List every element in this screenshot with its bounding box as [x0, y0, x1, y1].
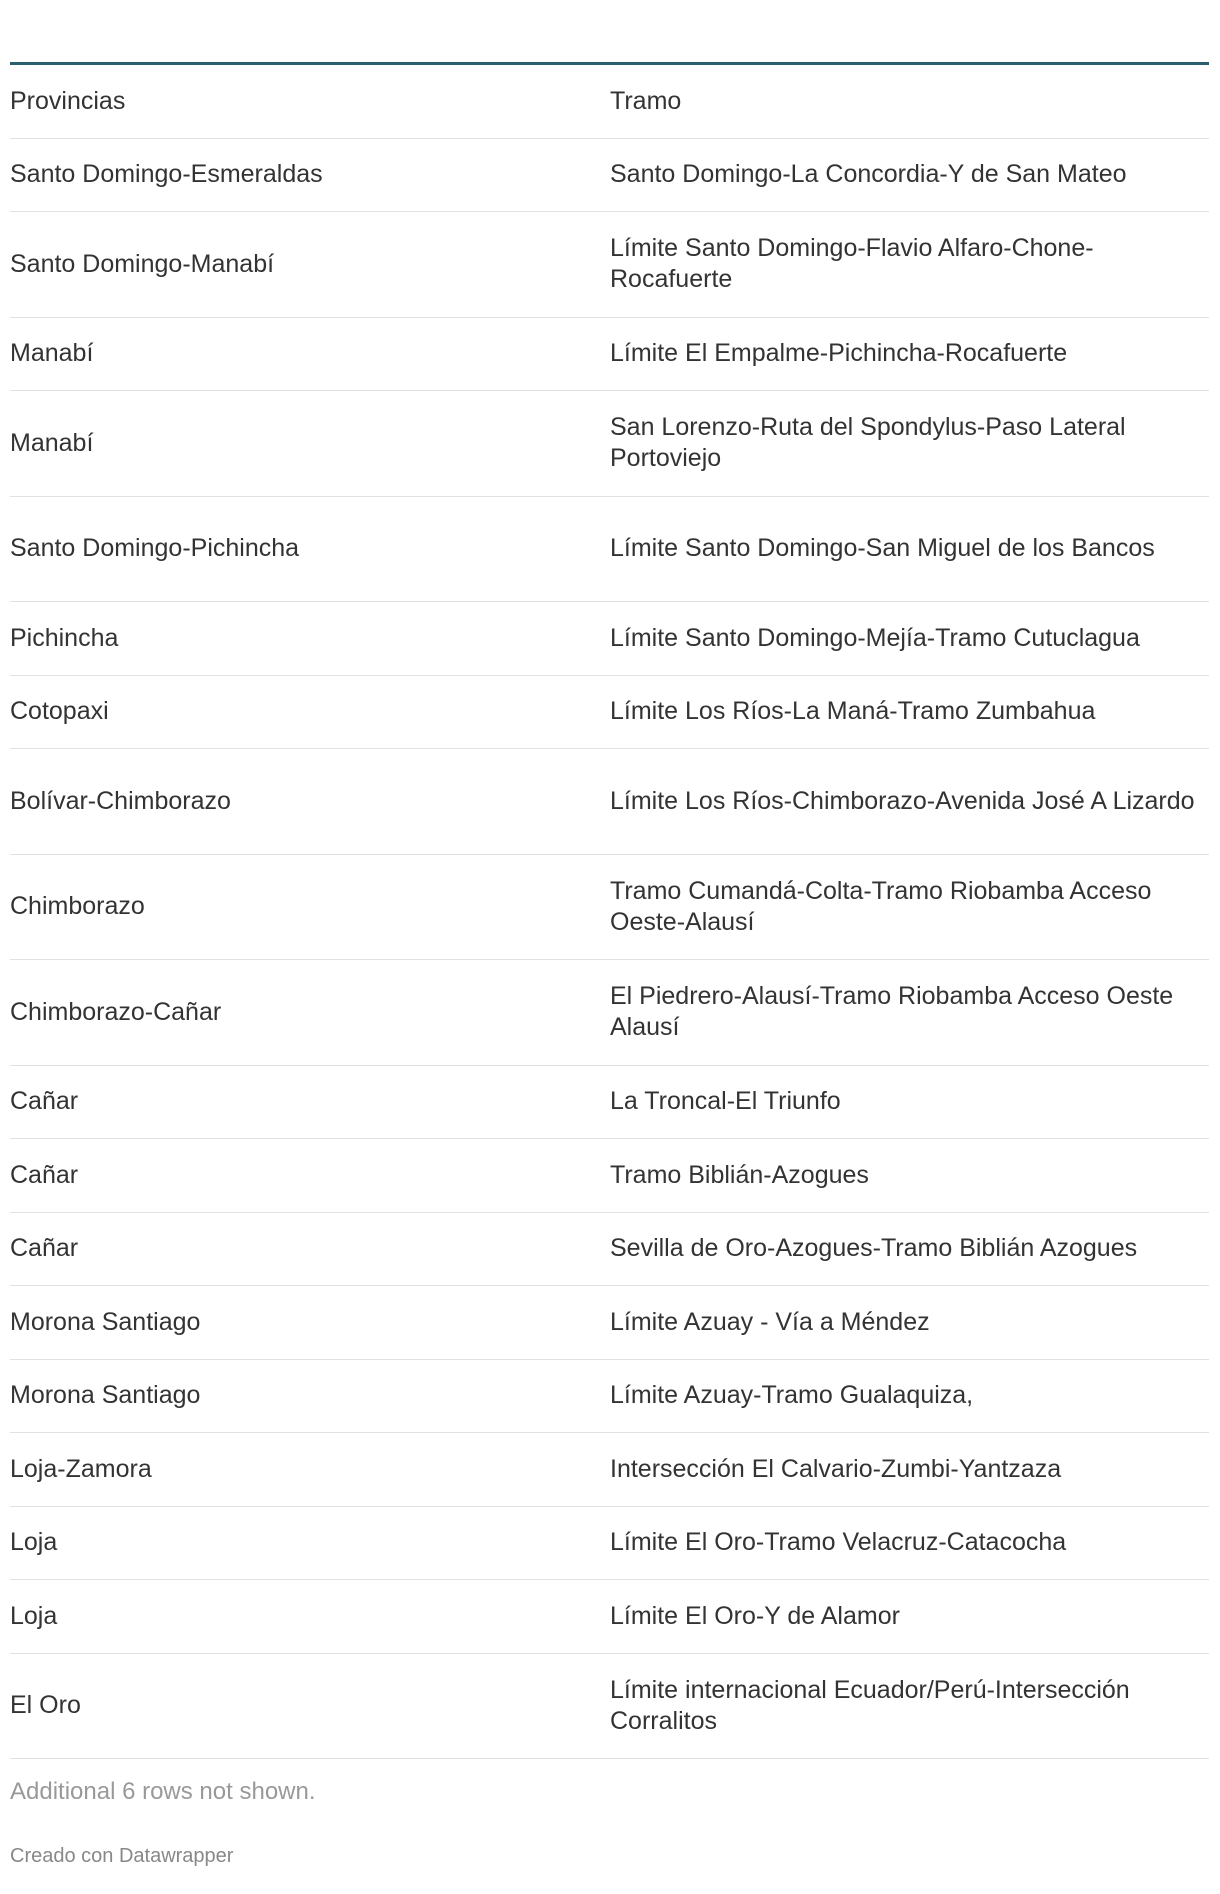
cell-tramo: Límite El Empalme-Pichincha-Rocafuerte: [610, 339, 1068, 368]
table-row: [10, 1139, 1209, 1213]
table-header-row: [10, 65, 1209, 139]
table-row: [10, 1066, 1209, 1140]
cell-provincia: Cotopaxi: [10, 697, 109, 726]
cell-tramo: Límite Santo Domingo-Flavio Alfaro-Chone-Rocafuerte: [610, 234, 1094, 294]
cell-provincia: Manabí: [10, 428, 94, 457]
cell-tramo: El Piedrero-Alausí-Tramo Riobamba Acceso Oeste Alausí: [610, 982, 1174, 1042]
cell-provincia: Morona Santiago: [10, 1307, 201, 1336]
data-table: [10, 62, 1209, 1759]
cell-tramo: La Troncal-El Triunfo: [610, 1087, 841, 1116]
table-row: [10, 1507, 1209, 1581]
cell-tramo: Sevilla de Oro-Azogues-Tramo Biblián Azogues: [610, 1234, 1138, 1263]
cell-tramo: Límite Azuay-Tramo Gualaquiza,: [610, 1381, 974, 1410]
table-row: [10, 391, 1209, 497]
cell-tramo: Límite El Oro-Tramo Velacruz-Catacocha: [610, 1528, 1067, 1557]
cell-tramo: Límite El Oro-Y de Alamor: [610, 1601, 900, 1630]
table-row: [10, 855, 1209, 961]
cell-provincia: Cañar: [10, 1160, 79, 1189]
cell-tramo: Límite Los Ríos-Chimborazo-Avenida José A Lizardo: [610, 786, 1195, 815]
cell-provincia: Chimborazo: [10, 892, 145, 921]
table-body: [10, 139, 1209, 1760]
table-row: [10, 602, 1209, 676]
table-row: [10, 676, 1209, 750]
cell-provincia: Loja: [10, 1601, 58, 1630]
cell-provincia: Cañar: [10, 1087, 79, 1116]
cell-tramo: Santo Domingo-La Concordia-Y de San Mateo: [610, 160, 1127, 189]
table-row: [10, 1213, 1209, 1287]
table-row: [10, 1580, 1209, 1654]
cell-tramo: Intersección El Calvario-Zumbi-Yantzaza: [610, 1454, 1062, 1483]
rows-not-shown-note: Additional 6 rows not shown.: [10, 1778, 316, 1805]
cell-tramo: Límite Azuay - Vía a Méndez: [610, 1307, 930, 1336]
cell-provincia: Pichincha: [10, 623, 119, 652]
cell-provincia: Santo Domingo-Esmeraldas: [10, 160, 323, 189]
table-row: [10, 1360, 1209, 1434]
cell-provincia: Loja: [10, 1528, 58, 1557]
cell-provincia: Santo Domingo-Pichincha: [10, 534, 300, 563]
cell-tramo: Tramo Biblián-Azogues: [610, 1160, 869, 1189]
cell-provincia: El Oro: [10, 1691, 81, 1720]
datawrapper-credit: Creado con Datawrapper: [10, 1845, 234, 1867]
table-row: [10, 1286, 1209, 1360]
table-row: [10, 212, 1209, 318]
cell-provincia: Chimborazo-Cañar: [10, 997, 222, 1026]
cell-tramo: Límite Santo Domingo-San Miguel de los Bancos: [610, 534, 1155, 563]
cell-provincia: Santo Domingo-Manabí: [10, 249, 275, 278]
table-row: [10, 1654, 1209, 1760]
cell-provincia: Loja-Zamora: [10, 1454, 152, 1483]
table-row: [10, 318, 1209, 392]
cell-tramo: Límite Los Ríos-La Maná-Tramo Zumbahua: [610, 697, 1096, 726]
column-header-provincias[interactable]: Provincias: [10, 86, 126, 115]
column-header-tramo[interactable]: Tramo: [610, 86, 682, 115]
cell-provincia: Manabí: [10, 339, 94, 368]
cell-provincia: Bolívar-Chimborazo: [10, 786, 231, 815]
table-row: [10, 1433, 1209, 1507]
table-row: [10, 960, 1209, 1066]
cell-tramo: Límite internacional Ecuador/Perú-Intersección Corralitos: [610, 1675, 1130, 1735]
table-row: [10, 139, 1209, 213]
cell-provincia: Cañar: [10, 1234, 79, 1263]
cell-tramo: San Lorenzo-Ruta del Spondylus-Paso Lateral Portoviejo: [610, 413, 1126, 473]
table-row: [10, 497, 1209, 603]
cell-tramo: Tramo Cumandá-Colta-Tramo Riobamba Acceso Oeste-Alausí: [610, 876, 1152, 936]
cell-provincia: Morona Santiago: [10, 1381, 201, 1410]
cell-tramo: Límite Santo Domingo-Mejía-Tramo Cutuclagua: [610, 623, 1140, 652]
table-row: [10, 749, 1209, 855]
table-container: [10, 62, 1209, 1869]
